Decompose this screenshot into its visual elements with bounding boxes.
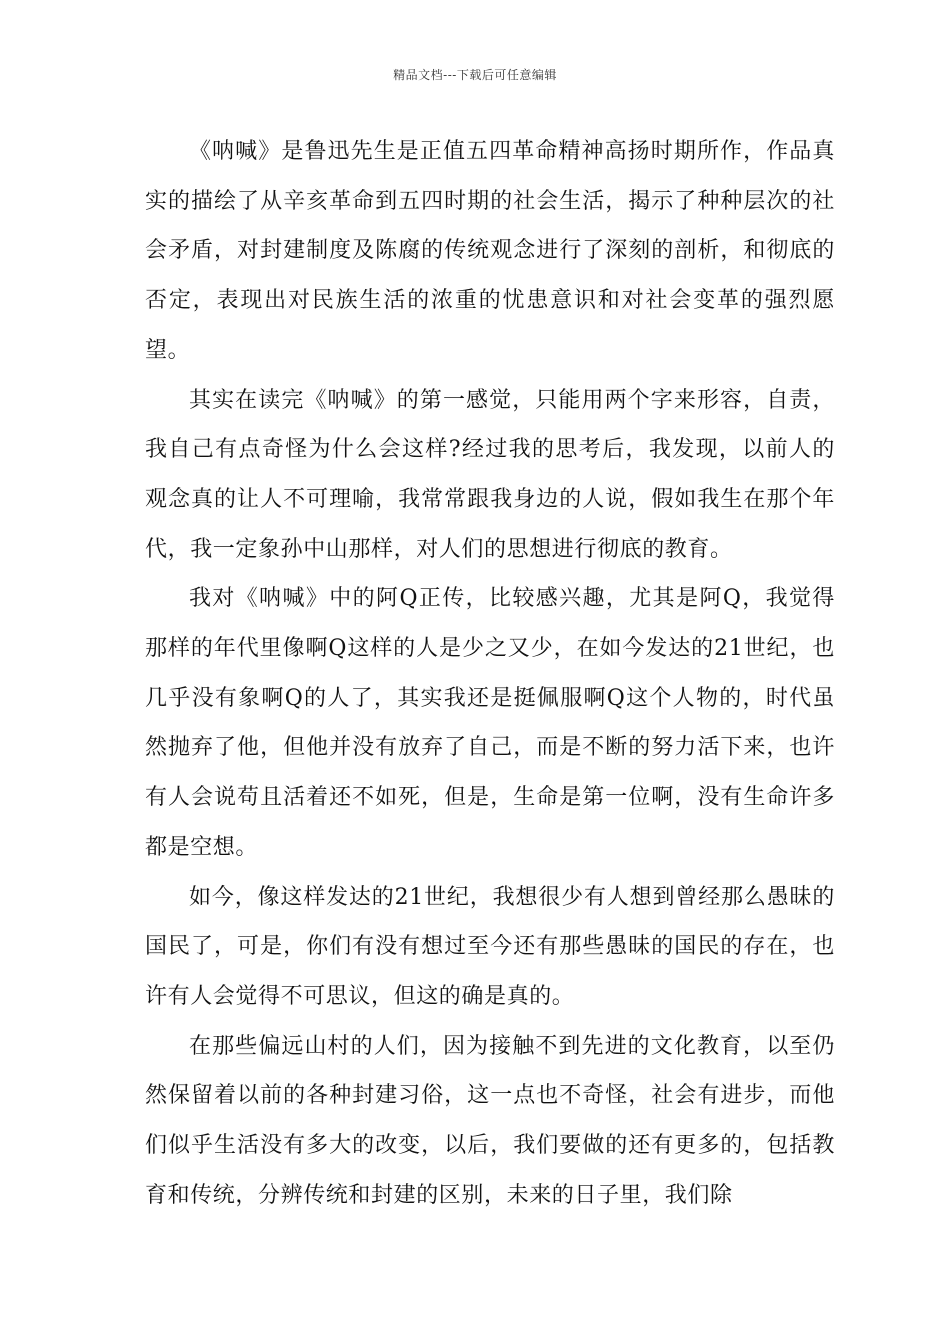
paragraph-2: 其实在读完《呐喊》的第一感觉，只能用两个字来形容，自责，我自己有点奇怪为什么会这样?经过我的思考后，我发现，以前人的观念真的让人不可理喻，我常常跟我身边的人说，假如我生在那个年代，我一定象孙中山那样，对人们的思想进行彻底的教育。	[145, 387, 835, 562]
paragraph-5: 在那些偏远山村的人们，因为接触不到先进的文化教育，以至仍然保留着以前的各种封建习俗，这一点也不奇怪，社会有进步，而他们似乎生活没有多大的改变，以后，我们要做的还有更多的，包括教育和传统，分辨传统和封建的区别，未来的日子里，我们除	[145, 1033, 835, 1208]
paragraph-4: 如今，像这样发达的21世纪，我想很少有人想到曾经那么愚昧的国民了，可是，你们有没有想过至今还有那些愚昧的国民的存在，也许有人会觉得不可思议，但这的确是真的。	[145, 884, 835, 1009]
document-body	[145, 127, 835, 1220]
paragraph-1: 《呐喊》是鲁迅先生是正值五四革命精神高扬时期所作，作品真实的描绘了从辛亥革命到五四时期的社会生活，揭示了种种层次的社会矛盾，对封建制度及陈腐的传统观念进行了深刻的剖析，和彻底的否定，表现出对民族生活的浓重的忧患意识和对社会变革的强烈愿望。	[145, 139, 835, 363]
paragraph-3: 我对《呐喊》中的阿Q正传，比较感兴趣，尤其是阿Q，我觉得那样的年代里像啊Q这样的人是少之又少，在如今发达的21世纪，也几乎没有象啊Q的人了，其实我还是挺佩服啊Q这个人物的，时代虽然抛弃了他，但他并没有放弃了自己，而是不断的努力活下来，也许有人会说苟且活着还不如死，但是，生命是第一位啊，没有生命许多都是空想。	[145, 586, 835, 860]
page-header: 精品文档---下载后可任意编辑	[393, 68, 557, 82]
